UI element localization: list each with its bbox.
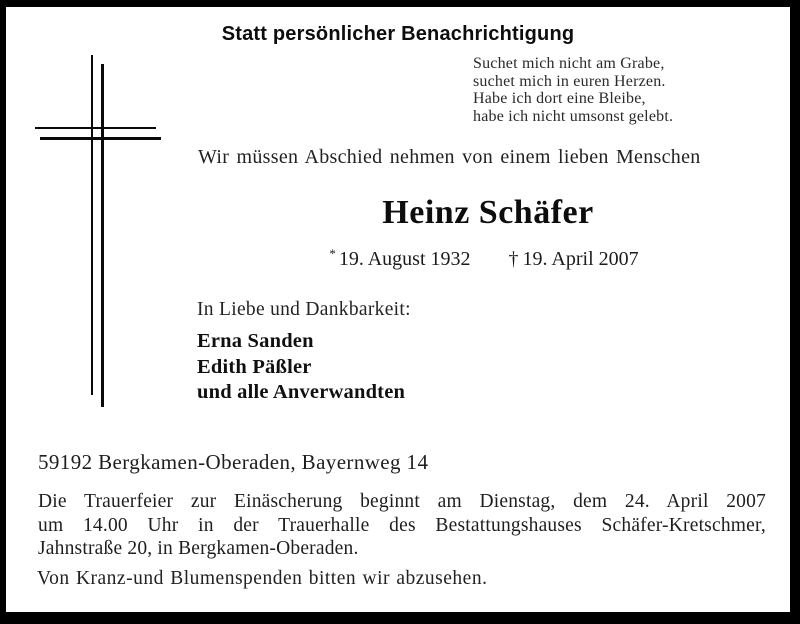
birth-star-symbol: *: [329, 246, 336, 261]
death-date-group: [509, 248, 639, 270]
death-cross-symbol: †: [508, 248, 519, 270]
birth-date: 19. August 1932: [338, 248, 471, 270]
cross-vertical-thin-line: [91, 55, 93, 395]
funeral-details-line: Die Trauerfeier zur Einäscherung beginnt am Dienstag, dem 24. April 2007: [38, 491, 766, 512]
funeral-details-line: Jahnstraße 20, in Bergkamen-Oberaden.: [38, 538, 359, 559]
life-dates: [284, 241, 684, 272]
poem-line: Suchet mich nicht am Grabe,: [473, 55, 665, 72]
cross-horizontal-thin-line: [35, 127, 156, 129]
cross-horizontal-thick-line: [40, 137, 161, 140]
mourners-list: [197, 329, 405, 406]
farewell-intro: Wir müssen Abschied nehmen von einem lieben Menschen: [198, 146, 701, 168]
poem-line: suchet mich in euren Herzen.: [473, 72, 666, 90]
death-date: 19. April 2007: [522, 248, 639, 270]
funeral-details-line: um 14.00 Uhr in der Trauerhalle des Bestattungshauses Schäfer-Kretschmer,: [38, 514, 766, 536]
address-line: 59192 Bergkamen-Oberaden, Bayernweg 14: [38, 450, 429, 474]
mourner-name: Edith Päßler: [197, 355, 312, 378]
notice-paper: [6, 7, 790, 612]
memorial-poem: [473, 55, 673, 125]
mourners-intro: In Liebe und Dankbarkeit:: [197, 299, 411, 320]
funeral-details: [38, 490, 766, 561]
notice-header: Statt persönlicher Benachrichtigung: [221, 23, 575, 45]
poem-line: habe ich nicht umsonst gelebt.: [473, 107, 674, 125]
cross-vertical-thick-line: [101, 64, 104, 407]
birth-date-group: [329, 248, 470, 270]
deceased-name: Heinz Schäfer: [382, 194, 594, 231]
poem-line: Habe ich dort eine Bleibe,: [473, 90, 646, 107]
mourner-name: Erna Sanden: [197, 330, 314, 352]
donation-note: Von Kranz-und Blumenspenden bitten wir abzusehen.: [37, 568, 488, 589]
mourner-name: und alle Anverwandten: [197, 381, 406, 403]
